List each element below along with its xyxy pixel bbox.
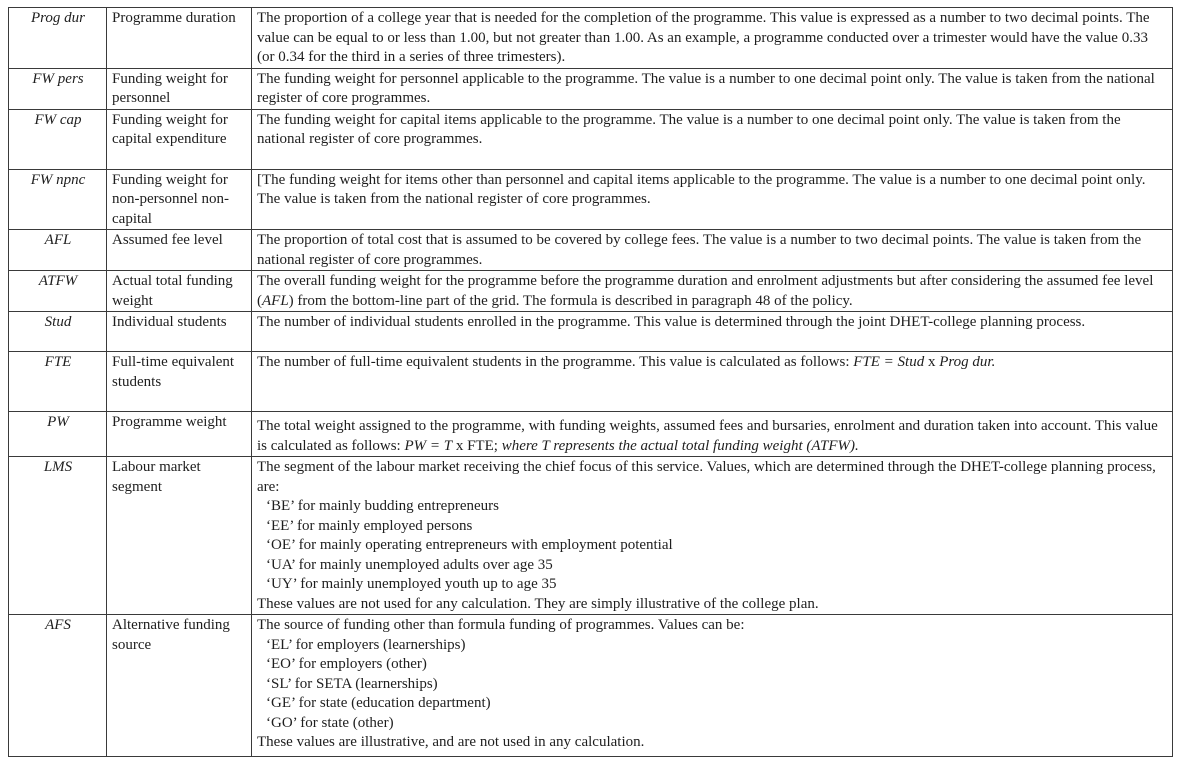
list-item: ‘OE’ for mainly operating entrepreneurs with employment potential xyxy=(266,537,673,553)
abbreviation-cell: FTE xyxy=(9,352,107,412)
term-cell: Funding weight for personnel xyxy=(107,68,252,109)
table-row xyxy=(9,68,1173,109)
formula-operator: x xyxy=(924,354,940,370)
description-cell xyxy=(252,271,1173,312)
description-text: The number of full-time equivalent students in the programme. This value is calculated as follows: xyxy=(257,354,854,370)
formula-part: Prog dur. xyxy=(939,354,996,370)
table-row xyxy=(9,615,1173,757)
description-outro: These values are not used for any calculation. They are simply illustrative of the college plan. xyxy=(257,595,819,612)
abbreviation-cell: FW pers xyxy=(9,68,107,109)
table-row xyxy=(9,230,1173,271)
fee-level-term: AFL xyxy=(262,292,289,309)
abbreviation-cell: AFL xyxy=(9,230,107,271)
abbreviation-cell: Prog dur xyxy=(9,8,107,69)
description-text: ) from the bottom-line part of the grid. The formula is described in paragraph 48 of the policy. xyxy=(288,292,853,309)
list-item: ‘GO’ for state (other) xyxy=(266,714,394,731)
description-cell xyxy=(252,615,1173,757)
table-row xyxy=(9,312,1173,352)
description-text: The overall funding weight for the programme before the programme duration and enrolment adjustments but after considering the assumed fee level ( xyxy=(257,273,1154,309)
term-cell: Individual students xyxy=(107,312,252,352)
description-outro: These values are illustrative, and are not used in any calculation. xyxy=(257,734,645,750)
term-cell: Alternative funding source xyxy=(107,615,252,757)
list-item: ‘EE’ for mainly employed persons xyxy=(266,517,473,534)
list-item: ‘EO’ for employers (other) xyxy=(266,656,427,672)
description-intro: The segment of the labour market receiving the chief focus of this service. Values, which are determined through the DHET-college planning process, are: xyxy=(257,459,1156,495)
description-cell xyxy=(252,352,1173,412)
table-row xyxy=(9,271,1173,312)
term-cell: Full-time equivalent students xyxy=(107,352,252,412)
description-cell: The proportion of total cost that is assumed to be covered by college fees. The value is a number to two decimal points. The value is taken from the national register of core programmes. xyxy=(252,230,1173,271)
description-intro: The source of funding other than formula funding of programmes. Values can be: xyxy=(257,617,745,633)
table-row xyxy=(9,352,1173,412)
description-cell: The proportion of a college year that is needed for the completion of the programme. This value is expressed as a number to two decimal points. The value can be equal to or less than 1.00, but not greater than 1.00. As an example, a programme conducted over a trimester would have the value 0.33 (or 0.34 for the third in a series of three trimesters). xyxy=(252,8,1173,69)
table-row xyxy=(9,109,1173,169)
formula-operator: x FTE; xyxy=(452,437,502,454)
description-cell: [The funding weight for items other than personnel and capital items applicable to the programme. The value is a number to one decimal point only. The value is taken from the national register of core programmes. xyxy=(252,169,1173,230)
term-cell: Programme weight xyxy=(107,412,252,457)
abbreviation-cell: Stud xyxy=(9,312,107,352)
abbreviation-cell: ATFW xyxy=(9,271,107,312)
formula-part: where T represents the actual total funding weight (ATFW). xyxy=(501,437,859,454)
list-item: ‘GE’ for state (education department) xyxy=(266,695,491,711)
formula-part: FTE = Stud xyxy=(853,354,925,370)
table-row xyxy=(9,457,1173,615)
description-cell: The number of individual students enrolled in the programme. This value is determined through the joint DHET-college planning process. xyxy=(252,312,1173,352)
table-row xyxy=(9,8,1173,69)
description-text: The total weight assigned to the programme, with funding weights, assumed fees and bursaries, enrolment and duration taken into account. This value is calculated as follows: xyxy=(257,418,1158,454)
description-cell: The funding weight for capital items applicable to the programme. The value is a number to one decimal point only. The value is taken from the national register of core programmes. xyxy=(252,109,1173,169)
description-cell xyxy=(252,457,1173,615)
list-item: ‘UA’ for mainly unemployed adults over age 35 xyxy=(266,556,553,573)
abbreviation-cell: LMS xyxy=(9,457,107,615)
term-cell: Labour market segment xyxy=(107,457,252,615)
description-cell xyxy=(252,412,1173,457)
formula-part: PW = T xyxy=(404,437,453,454)
list-item: ‘EL’ for employers (learnerships) xyxy=(266,636,466,653)
abbreviation-cell: AFS xyxy=(9,615,107,757)
term-cell: Programme duration xyxy=(107,8,252,69)
term-cell: Funding weight for capital expenditure xyxy=(107,109,252,169)
abbreviation-cell: FW cap xyxy=(9,109,107,169)
table-row xyxy=(9,412,1173,457)
abbreviation-cell: PW xyxy=(9,412,107,457)
table-row xyxy=(9,169,1173,230)
list-item: ‘BE’ for mainly budding entrepreneurs xyxy=(266,498,499,514)
term-cell: Funding weight for non-personnel non-capital xyxy=(107,169,252,230)
list-item: ‘UY’ for mainly unemployed youth up to age 35 xyxy=(266,576,557,592)
definitions-table xyxy=(8,7,1173,757)
description-cell: The funding weight for personnel applicable to the programme. The value is a number to one decimal point only. The value is taken from the national register of core programmes. xyxy=(252,68,1173,109)
list-item: ‘SL’ for SETA (learnerships) xyxy=(266,675,438,692)
term-cell: Actual total funding weight xyxy=(107,271,252,312)
abbreviation-cell: FW npnc xyxy=(9,169,107,230)
term-cell: Assumed fee level xyxy=(107,230,252,271)
